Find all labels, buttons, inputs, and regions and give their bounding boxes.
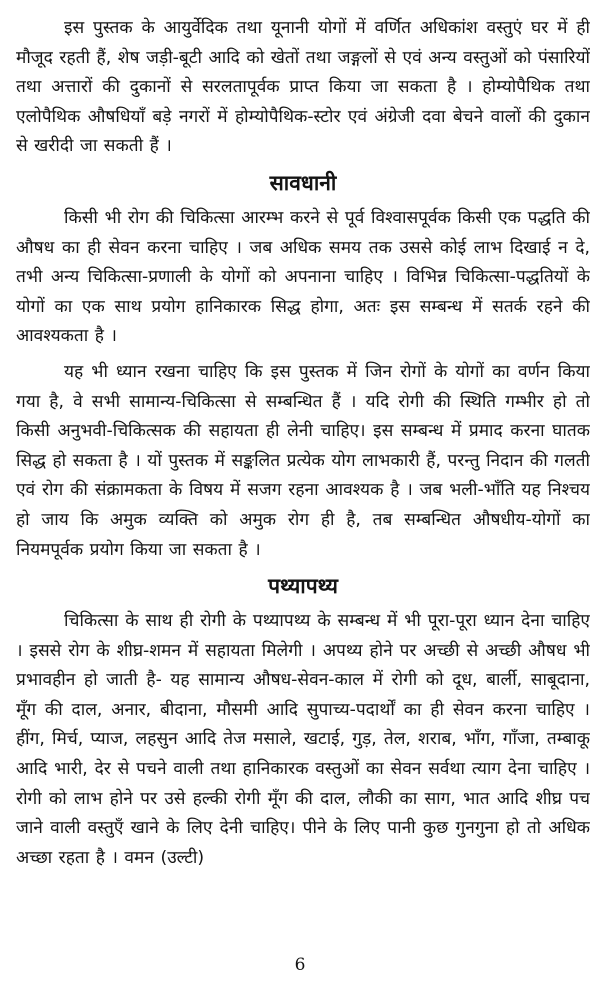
pathyapathya-paragraph-1: चिकित्सा के साथ ही रोगी के पथ्यापथ्य के सम्बन्ध में भी पूरा-पूरा ध्यान देना चाहिए । इससे रोग के शीघ्र-शमन में सहायता मिलेगी । अपथ्य होने पर अच्छी से अच्छी औषध भी प्रभावहीन हो जाती है- यह सामान्य औषध-सेवन-काल में रोगी को दूध, बार्ली, साबूदाना, मूँग की दाल, अनार, बीदाना, मौसमी आदि सुपाच्य-पदार्थों का ही सेवन करना चाहिए । हींग, मिर्च, प्याज, लहसुन आदि तेज मसाले, खटाई, गुड़, तेल, शराब, भाँग, गाँजा, तम्बाकू आदि भारी, देर से पचने वाली तथा हानिकारक वस्तुओं का सेवन सर्वथा त्याग देना चाहिए । रोगी को लाभ होने पर उसे हल्की रोगी मूँग की दाल, लौकी का साग, भात आदि शीघ्र पच जाने वाली वस्तुएँ खाने के लिए देनी चाहिए। पीने के लिए पानी कुछ गुनगुना हो तो अधिक अच्छा रहता है । वमन (उल्टी) [16,611,590,868]
section-heading-pathyapathya: पथ्यापथ्य [268,574,338,599]
page-number: 6 [294,955,306,975]
intro-paragraph: इस पुस्तक के आयुर्वेदिक तथा यूनानी योगों में वर्णित अधिकांश वस्तुएं घर में ही मौजूद रहती हैं, शेष जड़ी-बूटी आदि को खेतों तथा जङ्गलों से एवं अन्य वस्तुओं को पंसारियों तथा अत्तारों की दुकानों से सरलतापूर्वक प्राप्त किया जा सकता है । होम्योपैथिक तथा एलोपैथिक औषधियाँ बड़े नगरों में होम्योपैथिक-स्टोर एवं अंग्रेजी दवा बेचने वालों की दुकान से खरीदी जा सकती हैं । [16,18,590,157]
section-heading-savdhani: सावधानी [269,170,337,195]
savdhani-paragraph-1: किसी भी रोग की चिकित्सा आरम्भ करने से पूर्व विश्वासपूर्वक किसी एक पद्धति की औषध का ही सेवन करना चाहिए । जब अधिक समय तक उससे कोई लाभ दिखाई न दे, तभी अन्य चिकित्सा-प्रणाली के योगों को अपनाना चाहिए । विभिन्न चिकित्सा-पद्धतियों के योगों का एक साथ प्रयोग हानिकारक सिद्ध होगा, अतः इस सम्बन्ध में सतर्क रहने की आवश्यकता है । [16,207,590,347]
savdhani-paragraph-2: यह भी ध्यान रखना चाहिए कि इस पुस्तक में जिन रोगों के योगों का वर्णन किया गया है, वे सभी सामान्य-चिकित्सा से सम्बन्धित हैं । यदि रोगी की स्थिति गम्भीर हो तो किसी अनुभवी-चिकित्सक की सहायता ही लेनी चाहिए। इस सम्बन्ध में प्रमाद करना घातक सिद्ध हो सकता है । यों पुस्तक में सङ्कलित प्रत्येक योग लाभकारी हैं, परन्तु निदान की गलती एवं रोग की संक्रामकता के विषय में सजग रहना आवश्यक है । जब भली-भाँति यह निश्चय हो जाय कि अमुक व्यक्ति को अमुक रोग ही है, तब सम्बन्धित औषधीय-योगों का नियमपूर्वक प्रयोग किया जा सकता है । [16,361,590,560]
document-page [16,14,590,989]
